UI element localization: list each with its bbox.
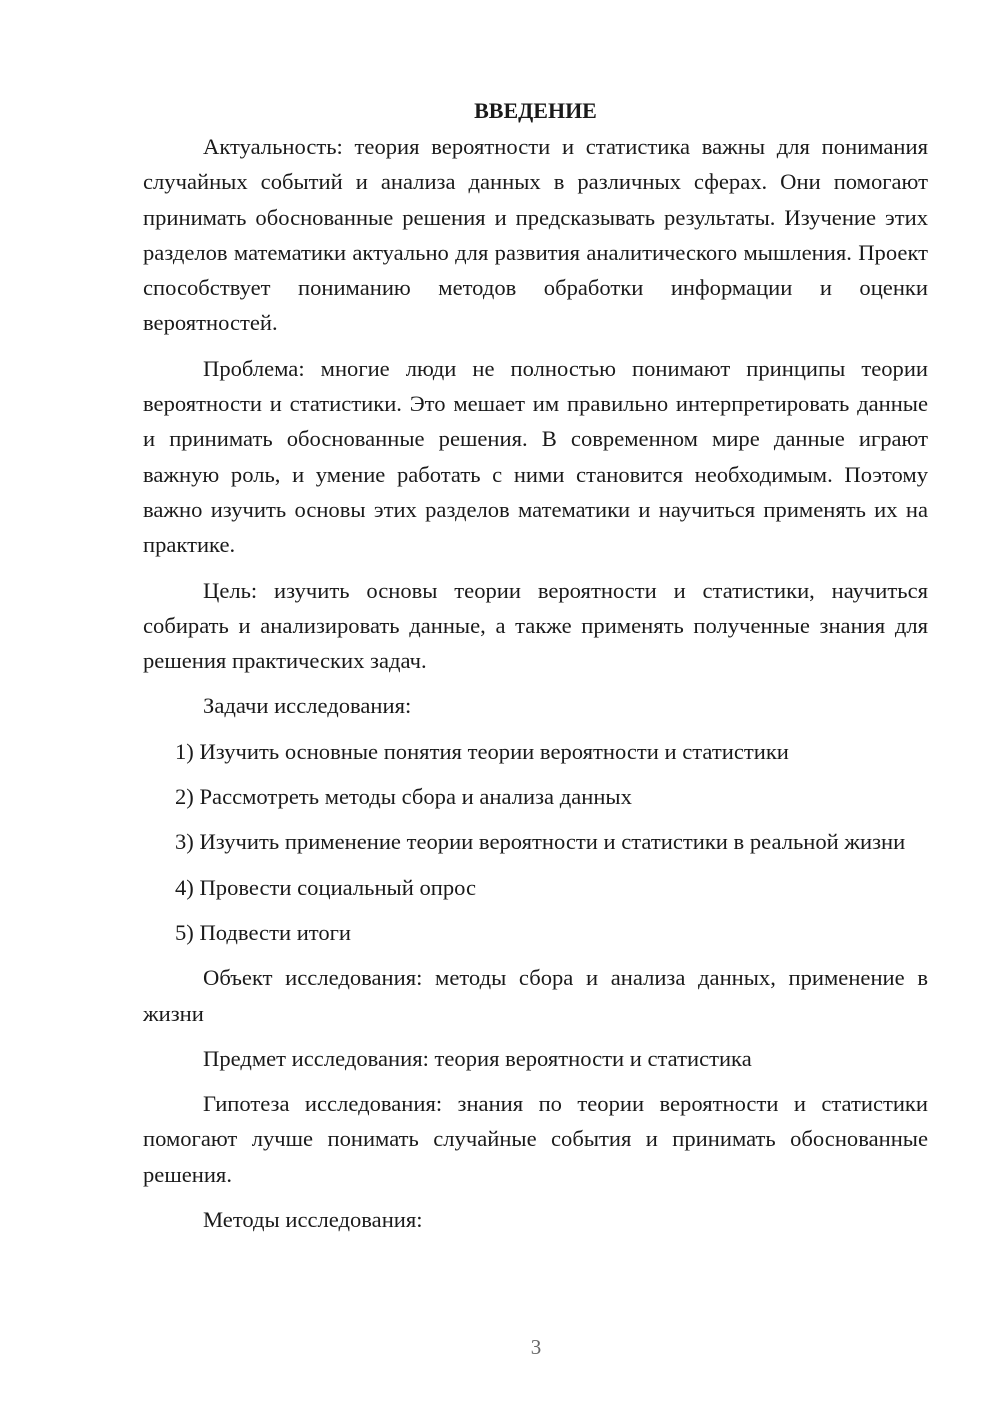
paragraph-relevance: Актуальность: теория вероятности и статистика важны для понимания случайных событий и анализа данных в различных сферах. Они помогают принимать обоснованные решения и предсказывать результаты. Изучение этих разделов математики актуально для развития аналитического мышления. Проект способствует пониманию методов обработки информации и оценки вероятностей.: [143, 134, 928, 336]
list-item-task-5: 5) Подвести итоги: [175, 919, 352, 945]
list-item-task-1: 1) Изучить основные понятия теории вероятности и статистики: [175, 738, 789, 764]
paragraph-hypothesis: Гипотеза исследования: знания по теории вероятности и статистики помогают лучше понимать случайные события и принимать обоснованные решения.: [143, 1091, 928, 1187]
list-item-task-3: 3) Изучить применение теории вероятности и статистики в реальной жизни: [175, 829, 906, 855]
paragraph-object: Объект исследования: методы сбора и анализа данных, применение в жизни: [143, 965, 928, 1026]
page-content: [143, 96, 928, 1247]
page-number: 3: [530, 1335, 542, 1359]
paragraph-methods: Методы исследования:: [203, 1207, 423, 1233]
paragraph-subject: Предмет исследования: теория вероятности и статистика: [203, 1045, 752, 1071]
paragraph-goal: Цель: изучить основы теории вероятности и статистики, научиться собирать и анализировать данные, а также применять полученные знания для решения практических задач.: [143, 577, 928, 674]
list-item-task-2: 2) Рассмотреть методы сбора и анализа данных: [175, 784, 632, 810]
paragraph-problem: Проблема: многие люди не полностью понимают принципы теории вероятности и статистики. Это мешает им правильно интерпретировать данные и принимать обоснованные решения. В современном мире данные играют важную роль, и умение работать с ними становится необходимым. Поэтому важно изучить основы этих разделов математики и научиться применять их на практике.: [143, 355, 928, 558]
page-title: ВВЕДЕНИЕ: [474, 98, 597, 123]
list-item-task-4: 4) Провести социальный опрос: [175, 874, 477, 900]
paragraph-tasks-heading: Задачи исследования:: [203, 693, 412, 719]
